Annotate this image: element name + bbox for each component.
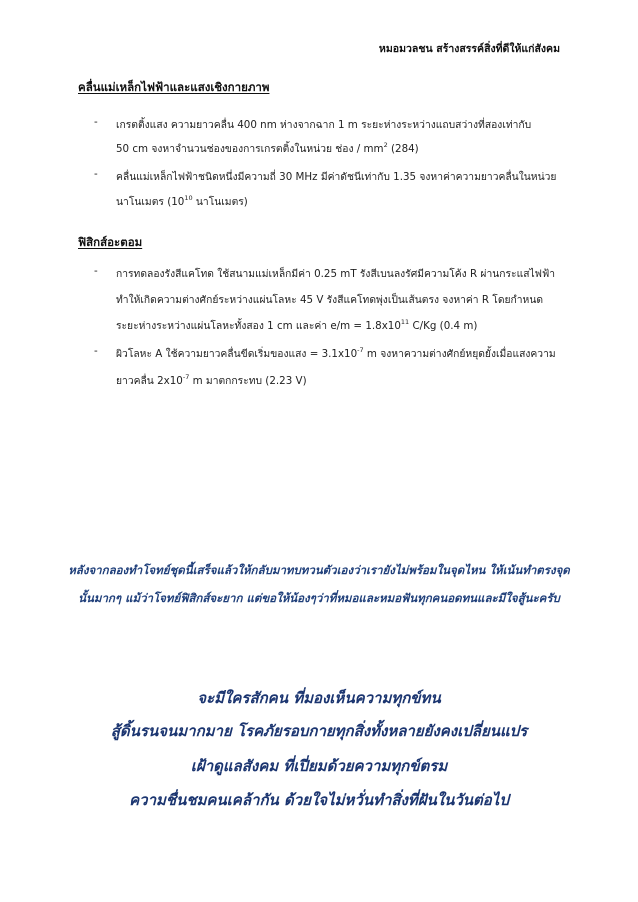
section-heading-atomic-physics: ฟิสิกส์อะตอม bbox=[78, 235, 143, 249]
problem-line bbox=[116, 317, 477, 334]
poem-line: ความชื่นชมคนเคล้ากัน ด้วยใจไม่หวั่นทำสิ่งที่ฝันในวันต่อไป bbox=[129, 791, 509, 809]
text-segment: นาโนเมตร) bbox=[192, 196, 248, 208]
text-segment: ระยะห่างระหว่างแผ่นโลหะทั้งสอง 1 cm และค่า e/m = 1.8x10 bbox=[116, 320, 401, 332]
text-segment: คลื่นแม่เหล็กไฟฟ้าชนิดหนึ่งมีความถี่ 30 MHz มีค่าดัชนีเท่ากับ 1.35 จงหาค่าความยาวคลื่นในหน่วย bbox=[116, 171, 557, 183]
page-header: หมอมวลชน สร้างสรรค์สิ่งที่ดีให้แก่สังคม bbox=[378, 43, 560, 55]
text-segment: C/Kg (0.4 m) bbox=[409, 320, 478, 332]
problem-line bbox=[116, 372, 307, 389]
poem-line: จะมีใครสักคน ที่มองเห็นความทุกข์ทน bbox=[197, 689, 441, 707]
poem-line: เฝ้าดูแลสังคม ที่เปี่ยมด้วยความทุกข์ตรม bbox=[190, 757, 448, 775]
problem-line bbox=[116, 193, 248, 210]
problem-line bbox=[116, 140, 419, 157]
text-segment: (284) bbox=[387, 143, 419, 155]
superscript: -7 bbox=[357, 345, 364, 354]
note-line: นั้นมากๆ แม้ว่าโจทย์ฟิสิกส์จะยาก แต่ขอให้น้องๆว่าที่หมอและหมอฟันทุกคนอดทนและมีใจสู้นะครับ bbox=[78, 591, 560, 605]
text-segment: m จงหาความต่างศักย์หยุดยั้งเมื่อแสงความ bbox=[363, 348, 556, 360]
text-segment: ทำให้เกิดความต่างศักย์ระหว่างแผ่นโลหะ 45 V รังสีแคโทดพุ่งเป็นเส้นตรง จงหาค่า R โดยกำหนด bbox=[116, 294, 544, 306]
bullet-marker: - bbox=[94, 116, 98, 128]
bullet-marker: - bbox=[94, 265, 98, 277]
note-line: หลังจากลองทำโจทย์ชุดนี้เสร็จแล้วให้กลับมาทบทวนตัวเองว่าเรายังไม่พร้อมในจุดไหน ให้เน้นทำตรงจุด bbox=[68, 563, 570, 577]
problem-line bbox=[116, 265, 555, 282]
problem-line bbox=[116, 116, 531, 133]
text-segment: m มาตกกระทบ (2.23 V) bbox=[189, 375, 307, 387]
superscript: 11 bbox=[400, 317, 410, 326]
bullet-marker: - bbox=[94, 168, 98, 180]
poem-line: สู้ดิ้นรนจนมากมาย โรคภัยรอบกายทุกสิ่งทั้งหลายยังคงเปลี่ยนแปร bbox=[110, 722, 528, 740]
problem-line bbox=[116, 345, 556, 362]
superscript: -7 bbox=[182, 372, 190, 381]
text-segment: การทดลองรังสีแคโทด ใช้สนามแม่เหล็กมีค่า 0.25 mT รังสีเบนลงรัศมีความโค้ง R ผ่านกระแสไฟฟ้า bbox=[116, 268, 556, 280]
text-segment: ผิวโลหะ A ใช้ความยาวคลื่นขีดเริ่มของแสง = 3.1x10 bbox=[116, 348, 358, 360]
section-heading-em-waves: คลื่นแม่เหล็กไฟฟ้าและแสงเชิงกายภาพ bbox=[78, 80, 270, 94]
superscript: 10 bbox=[184, 193, 193, 202]
text-segment: ยาวคลื่น 2x10 bbox=[116, 375, 183, 387]
problem-line bbox=[116, 168, 556, 185]
text-segment: เกรตติ้งแสง ความยาวคลื่น 400 nm ห่างจากฉาก 1 m ระยะห่างระหว่างแถบสว่างที่สองเท่ากับ bbox=[116, 119, 532, 131]
problem-line bbox=[116, 291, 543, 308]
text-segment: นาโนเมตร (10 bbox=[116, 196, 185, 208]
bullet-marker: - bbox=[94, 345, 98, 357]
text-segment: 50 cm จงหาจำนวนช่องของการเกรตติ้งในหน่วย ช่อง / mm bbox=[116, 143, 384, 155]
superscript: 2 bbox=[383, 140, 388, 149]
